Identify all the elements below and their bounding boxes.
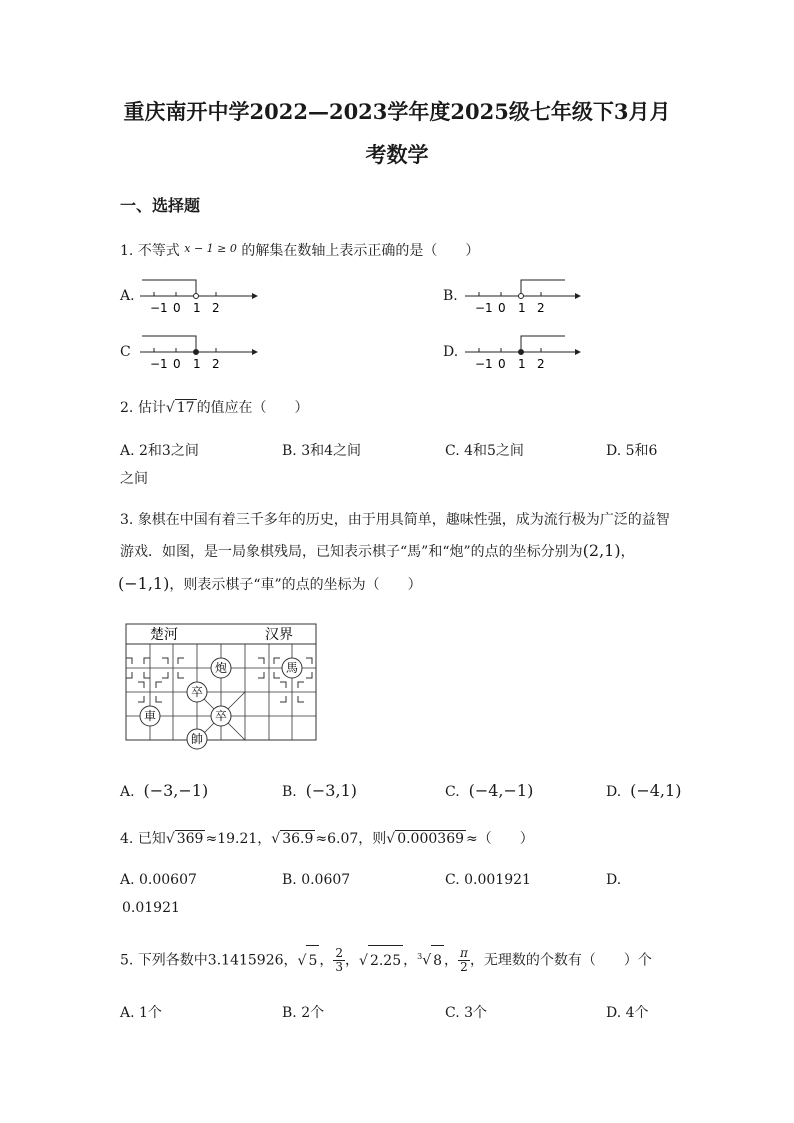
tick-label: 1 (518, 301, 526, 315)
sqrt-2-25: √ 2.25 (359, 945, 403, 976)
river-label-han: 汉界 (265, 627, 293, 643)
sqrt-36-9: √ 36.9 (271, 831, 314, 847)
q3-line-2 (120, 541, 635, 561)
page-title-line2: 考数学 (365, 142, 429, 167)
q5-sep: ， (345, 952, 360, 969)
page-title-line1: 重庆南开中学2022—2023学年度2025级七年级下3月月 (123, 99, 671, 124)
q1-number-line-c (140, 332, 260, 374)
q5-sep: ， (403, 952, 418, 969)
q3-line1-text: 象棋在中国有着三千多年的历史，由于用具简单，趣味性强，成为流行极为广泛的益智 (137, 512, 670, 528)
q3-option-c (445, 781, 533, 800)
chess-piece-shuai: 帥 (190, 732, 204, 746)
fraction-2-3: $\frac{2}{3}$ (335, 946, 344, 975)
q4-value-2: ≈6.07，则 (315, 831, 387, 847)
q2-option-b: B. 3和4之间 (282, 443, 362, 459)
chess-piece-zu-1: 卒 (190, 685, 204, 699)
tick-label: 2 (212, 301, 220, 315)
q1-option-b-label: B. (443, 288, 458, 304)
q1-number-line-d (465, 332, 585, 374)
chess-piece-ma: 馬 (285, 661, 299, 675)
q5-number: 5. (120, 952, 134, 969)
q1-option-a-label: A. (120, 288, 135, 304)
q5-sep: ， (319, 952, 334, 969)
question-2 (120, 397, 309, 417)
q2-text-after: 的值应在（ ） (196, 400, 309, 416)
q2-number: 2. (120, 400, 134, 416)
q4-number: 4. (120, 831, 134, 847)
chess-piece-che: 車 (143, 709, 157, 723)
tick-label: −1 (150, 357, 168, 371)
sqrt-5: √ 5 (298, 945, 320, 976)
q3-line2-comma: ， (620, 544, 635, 560)
river-label-chu: 楚河 (150, 627, 178, 643)
sqrt-17: √ 17 (165, 400, 195, 416)
cube-root-8: $^3$√ 8 (417, 942, 444, 976)
q3-option-b-label: B. (282, 784, 297, 800)
q3-line-1 (120, 509, 670, 529)
tick-label: 2 (537, 301, 545, 315)
q1-expression: x − 1 ≥ 0 (184, 242, 237, 255)
sqrt-0-000369: √ 0.000369 (386, 831, 465, 847)
tick-label: 1 (193, 357, 201, 371)
q3-number: 3. (120, 512, 134, 528)
chess-board-figure (120, 620, 325, 750)
q4-option-c: C. 0.001921 (445, 872, 531, 888)
tick-label: −1 (475, 357, 493, 371)
q1-text-after: 的解集在数轴上表示正确的是（ ） (241, 243, 480, 259)
q3-coord-pao: (−1,1) (118, 574, 170, 593)
q3-coord-ma: (2,1) (582, 541, 621, 560)
question-1 (120, 240, 479, 260)
section-heading: 一、选择题 (120, 196, 201, 215)
q5-option-b: B. 2个 (282, 1005, 325, 1021)
q3-line3-text: ，则表示棋子“車”的点的坐标为（ ） (169, 577, 422, 593)
q4-option-a: A. 0.00607 (120, 872, 197, 888)
tick-label: −1 (150, 301, 168, 315)
q5-option-d: D. 4个 (606, 1005, 649, 1021)
q2-option-d-wrap: 之间 (120, 471, 148, 487)
q3-option-d (606, 781, 681, 800)
q2-option-d: D. 5和6 (606, 443, 658, 459)
q4-value-1: ≈19.21， (205, 831, 272, 847)
tick-label: −1 (475, 301, 493, 315)
fraction-pi-2: $\frac{\pi}{2}$ (460, 946, 468, 975)
q3-line2-text: 游戏．如图，是一局象棋残局，已知表示棋子“馬”和“炮”的点的坐标分别为 (120, 544, 583, 560)
q3-option-b (282, 781, 357, 800)
question-4 (120, 828, 534, 848)
question-5 (120, 942, 652, 976)
tick-label: 0 (498, 301, 506, 315)
q5-option-a: A. 1个 (120, 1005, 162, 1021)
q1-number-line-b (465, 276, 585, 318)
tick-label: 0 (173, 301, 181, 315)
q1-number: 1. (120, 243, 134, 259)
q3-line-3 (118, 574, 422, 594)
q4-option-d: D. (606, 872, 622, 888)
sqrt-369: √ 369 (165, 831, 204, 847)
q2-text-before: 估计 (137, 400, 166, 416)
tick-label: 2 (212, 357, 220, 371)
tick-label: 0 (173, 357, 181, 371)
q4-option-b: B. 0.0607 (282, 872, 351, 888)
q1-text-before: 不等式 (137, 243, 180, 259)
q5-text-after: ，无理数的个数有（ ）个 (469, 952, 652, 969)
q3-option-d-value: (−4,1) (630, 781, 682, 800)
q3-option-a-value: (−3,−1) (143, 781, 209, 800)
chess-piece-zu-2: 卒 (214, 709, 228, 723)
q4-value-3: ≈（ ） (466, 831, 534, 847)
q2-option-a: A. 2和3之间 (120, 443, 199, 459)
q4-text-before: 已知 (137, 831, 166, 847)
tick-label: 1 (193, 301, 201, 315)
q5-text-before: 下列各数中3.1415926， (137, 952, 298, 969)
tick-label: 2 (537, 357, 545, 371)
tick-label: 0 (498, 357, 506, 371)
q3-option-a (120, 781, 208, 800)
q3-option-b-value: (−3,1) (305, 781, 357, 800)
q1-option-c-label: C (120, 344, 131, 360)
q1-option-d-label: D. (443, 344, 459, 360)
q3-option-c-label: C. (445, 784, 460, 800)
q5-sep: ， (444, 952, 459, 969)
q1-number-line-a (140, 276, 260, 318)
q5-option-c: C. 3个 (445, 1005, 488, 1021)
chess-piece-pao: 炮 (214, 661, 228, 675)
q4-option-d-wrap: 0.01921 (122, 900, 180, 916)
tick-label: 1 (518, 357, 526, 371)
q3-option-a-label: A. (120, 784, 135, 800)
q3-option-d-label: D. (606, 784, 622, 800)
q3-option-c-value: (−4,−1) (468, 781, 534, 800)
q2-option-c: C. 4和5之间 (445, 443, 524, 459)
